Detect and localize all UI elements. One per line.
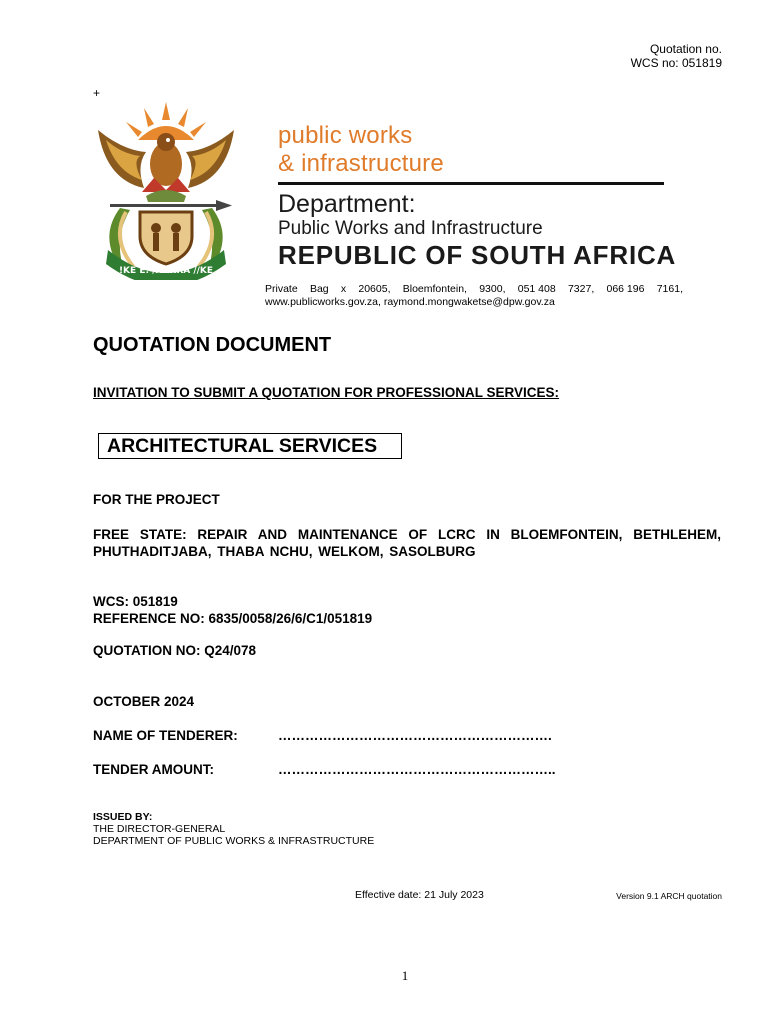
address-word: 051 408 [517,283,556,295]
version-label: Version 9.1 ARCH quotation [616,891,722,901]
address-word: Bag [309,283,329,295]
wcs-number: WCS no: 051819 [630,56,722,70]
tender-amount-label: TENDER AMOUNT: [93,762,214,777]
address-word: 7161, [656,283,683,295]
wcs-line: WCS: 051819 [93,594,178,609]
motto-text: !KE E: /XARRA //KE [118,266,214,276]
issue-month: OCTOBER 2024 [93,694,195,709]
logo-country: REPUBLIC OF SOUTH AFRICA [278,240,677,270]
address-word: 20605, [358,283,391,295]
document-title: QUOTATION DOCUMENT [93,334,332,356]
logo-infrastructure: & infrastructure [278,150,444,177]
quotation-number: QUOTATION NO: Q24/078 [93,643,257,658]
address-word: Private [265,283,298,295]
coat-of-arms-icon [86,100,246,280]
logo-public-works: public works [278,122,413,149]
page-number: 1 [401,968,409,983]
address-word: 066 196 [606,283,645,295]
address-line-1 [265,283,683,296]
invitation-heading: INVITATION TO SUBMIT A QUOTATION FOR PROFESSIONAL SERVICES: [93,385,560,400]
address-word: x [340,283,347,295]
address-word: Bloemfontein, [402,283,467,295]
issued-by-label: ISSUED BY: [93,811,153,823]
tender-amount-field[interactable]: …………………………………………………….. [278,762,556,777]
effective-date: Effective date: 21 July 2023 [355,889,484,901]
issuer-title: THE DIRECTOR-GENERAL [93,823,226,835]
address-word: 7327, [567,283,595,295]
tenderer-name-label: NAME OF TENDERER: [93,728,238,743]
address-word: 9300, [479,283,506,295]
for-project-label: FOR THE PROJECT [93,492,220,507]
address-line-2: www.publicworks.gov.za, raymond.mongwaketse@dpw.gov.za [265,296,555,308]
reference-number: REFERENCE NO: 6835/0058/26/6/C1/051819 [93,611,373,626]
plus-mark: + [93,86,101,100]
issuer-department: DEPARTMENT OF PUBLIC WORKS & INFRASTRUCTURE [93,835,375,847]
logo-divider [278,182,664,185]
contact-address [265,283,683,309]
quotation-label: Quotation no. [649,42,722,56]
project-description: FREE STATE: REPAIR AND MAINTENANCE OF LCRC IN BLOEMFONTEIN, BETHLEHEM, PHUTHADITJABA, THABA NCHU, WELKOM, SASOLBURG [93,527,721,559]
tenderer-name-field[interactable]: ……………………………………………………. [278,728,552,743]
service-box: ARCHITECTURAL SERVICES [98,433,402,459]
logo-department: Department: [278,190,416,218]
logo-department-name: Public Works and Infrastructure [278,218,543,239]
issued-by-block [93,811,374,847]
quotation-header [631,42,722,70]
